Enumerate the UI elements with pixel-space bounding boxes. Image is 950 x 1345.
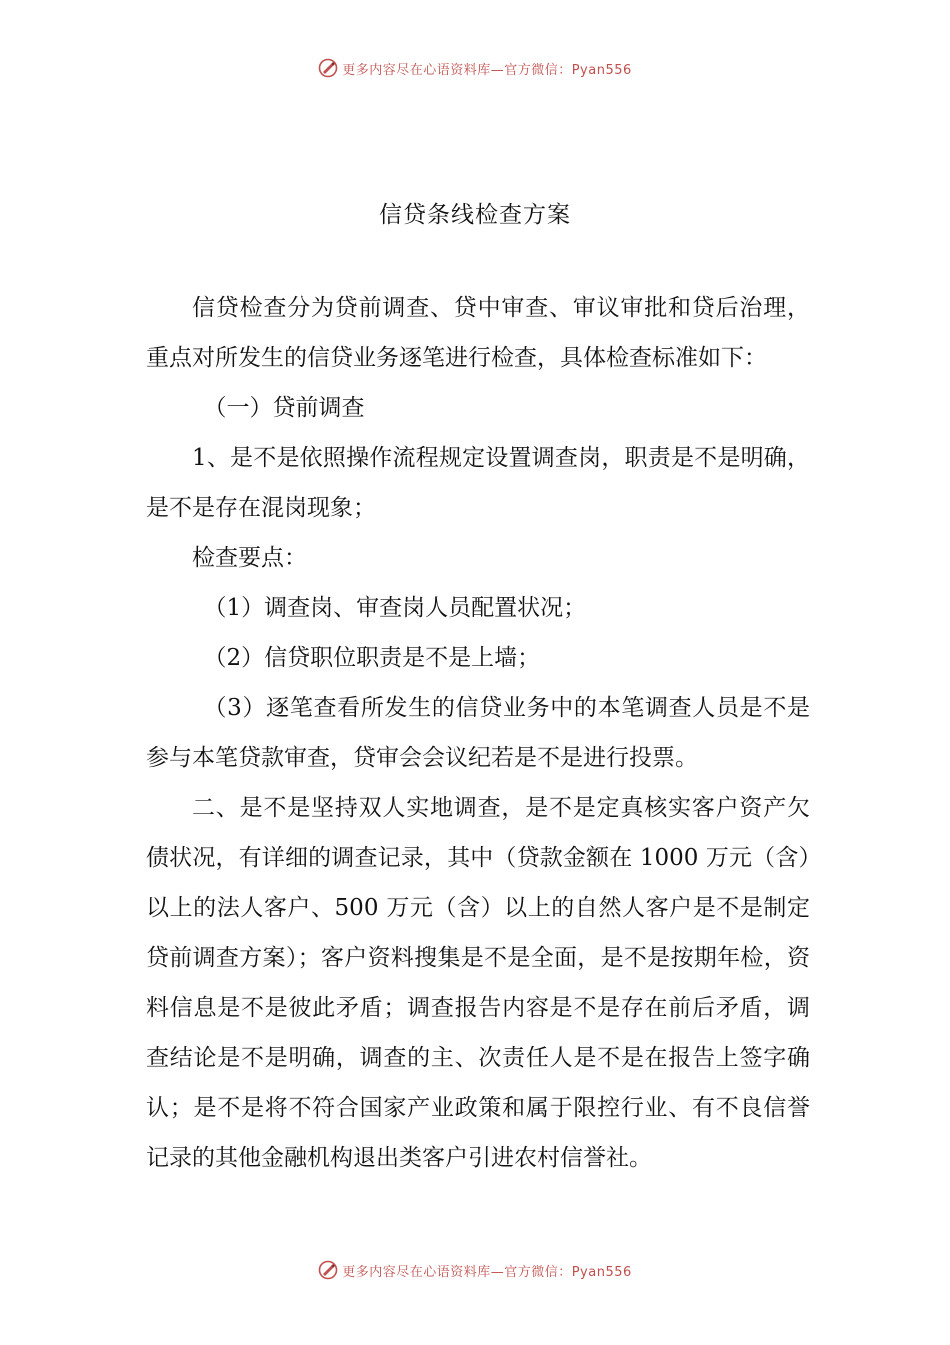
check-point-2: （2）信贷职位职责是不是上墙； (203, 645, 541, 671)
footer-watermark (0, 1258, 950, 1282)
page-title: 信贷条线检查方案 (379, 202, 571, 228)
item-1-paragraph: 1、是不是依照操作流程规定设置调查岗，职责是不是明确，是不是存在混岗现象； (146, 445, 810, 521)
check-points-label: 检查要点： (192, 545, 307, 571)
intro-paragraph: 信贷检查分为贷前调查、贷中审查、审议审批和贷后治理，重点对所发生的信贷业务逐笔进行检查，具体检查标准如下： (146, 295, 810, 371)
watermark-text: 更多内容尽在心语资料库—官方微信：Pyan556 (342, 1264, 632, 1280)
watermark-text: 更多内容尽在心语资料库—官方微信：Pyan556 (342, 62, 632, 78)
document-body (146, 283, 810, 1183)
header-watermark (0, 56, 950, 80)
item-2-paragraph: 二、是不是坚持双人实地调查，是不是定真核实客户资产欠债状况，有详细的调查记录，其中（贷款金额在 1000 万元（含）以上的法人客户、500 万元（含）以上的自然人客户是不是制定贷前调查方案）；客户资料搜集是不是全面，是不是按期年检，资料信息是不是彼此矛盾；调查报告内容是不是存在前后矛盾，调查结论是不是明确，调查的主、次责任人是不是在报告上签字确认；是不是将不符合国家产业政策和属于限控行业、有不良信誉记录的其他金融机构退出类客户引进农村信誉社。 (146, 795, 810, 1171)
check-point-1: （1）调查岗、审查岗人员配置状况； (203, 595, 587, 621)
check-point-3: （3）逐笔查看所发生的信贷业务中的本笔调查人员是不是参与本笔贷款审查，贷审会会议纪若是不是进行投票。 (146, 695, 810, 771)
pen-logo-icon (318, 1260, 338, 1280)
section-heading-pre-loan: （一）贷前调查 (203, 395, 365, 421)
pen-logo-icon (318, 58, 338, 78)
